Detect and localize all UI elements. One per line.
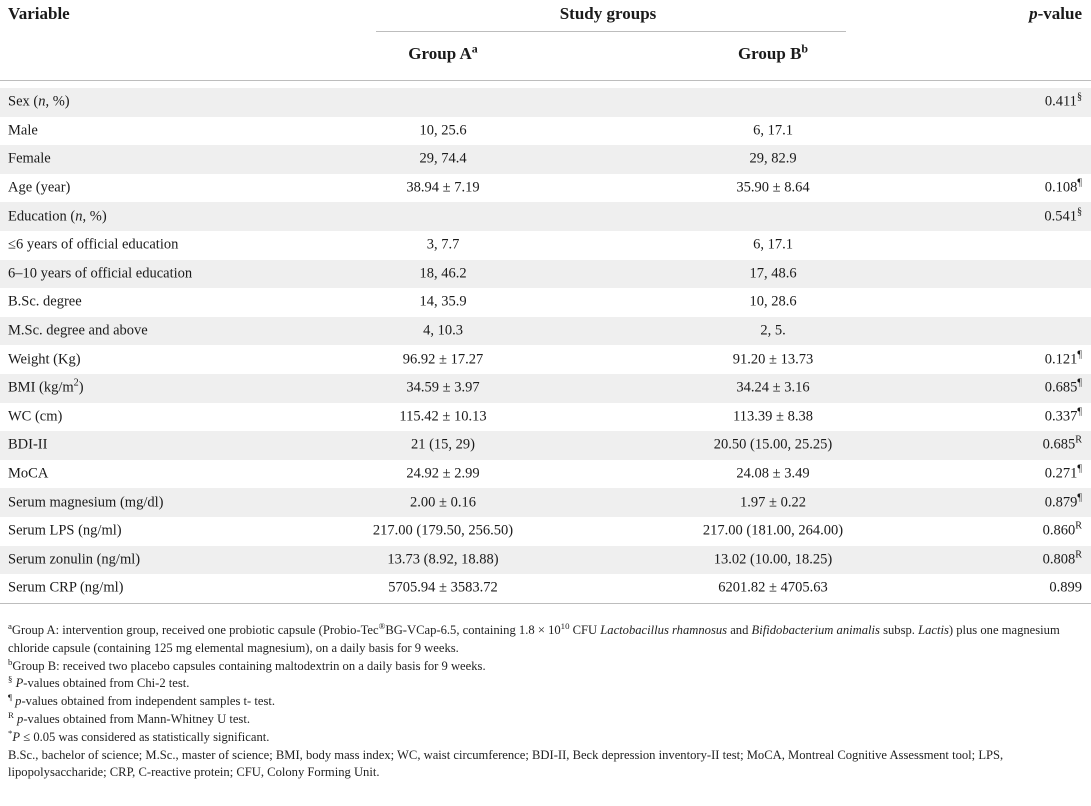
variable-cell	[8, 377, 84, 397]
pvalue-cell	[1045, 494, 1082, 511]
footnote-abbreviations: B.Sc., bachelor of science; M.Sc., master of science; BMI, body mass index; WC, waist circumference; BDI-II, Beck depression inventory-II test; MoCA, Montreal Cognitive Assessment tool; LPS, lipopolysaccharide; CRP, C-reactive protein; CFU, Colony Forming Unit.	[8, 747, 1004, 780]
variable-text: B.Sc. degree	[8, 293, 82, 310]
variable-text: ≤6 years of official education	[8, 236, 179, 253]
pvalue-cell	[1044, 91, 1082, 111]
table-row	[0, 403, 1091, 432]
variable-cell	[8, 437, 47, 454]
variable-italic: n	[75, 208, 83, 225]
pvalue-cell	[1043, 551, 1082, 568]
group-a-value: 38.94 ± 7.19	[406, 179, 480, 196]
header-pvalue: p-value	[1029, 4, 1082, 23]
pvalue-text: 0.411	[1044, 93, 1077, 110]
header-divider	[0, 80, 1091, 81]
variable-cell	[8, 323, 148, 340]
pvalue-cell	[1044, 177, 1082, 197]
table-row	[0, 574, 1091, 603]
table-row	[0, 488, 1091, 517]
group-b-value: 29, 82.9	[749, 150, 797, 167]
footnotes	[8, 622, 1086, 782]
table-row	[0, 231, 1091, 260]
variable-cell	[8, 294, 82, 311]
group-b-value: 10, 28.6	[749, 293, 797, 310]
variable-suffix: )	[78, 379, 84, 396]
variable-cell	[8, 351, 81, 368]
group-a-value: 4, 10.3	[423, 322, 463, 339]
group-b-value: 17, 48.6	[749, 265, 797, 282]
variable-text: Age (year)	[8, 179, 71, 196]
table-row	[0, 260, 1091, 289]
variable-text: 6–10 years of official education	[8, 265, 193, 282]
pvalue-text: 0.108	[1044, 179, 1078, 196]
pvalue-test-mark: ¶	[1077, 492, 1082, 504]
pvalue-cell	[1049, 580, 1082, 597]
variable-text: Serum LPS (ng/ml)	[8, 522, 122, 539]
footnote-ttest: ¶ p-values obtained from independent samples t- test.	[8, 692, 276, 709]
variable-cell	[8, 208, 107, 225]
table-row	[0, 117, 1091, 146]
variable-text: Sex (	[8, 93, 39, 110]
pvalue-text: 0.879	[1044, 494, 1078, 511]
header-study-groups: Study groups	[559, 4, 657, 23]
footnote-chi2: § P-values obtained from Chi-2 test.	[8, 674, 190, 691]
group-b-value: 217.00 (181.00, 264.00)	[702, 522, 844, 539]
group-a-value: 96.92 ± 17.27	[402, 351, 484, 368]
variable-cell	[8, 122, 38, 139]
pvalue-text: 0.685	[1042, 436, 1076, 453]
pvalue-text: 0.808	[1042, 551, 1076, 568]
pvalue-cell	[1044, 463, 1082, 483]
pvalue-cell	[1044, 208, 1082, 225]
pvalue-text: 0.121	[1044, 351, 1078, 368]
header-group-a: Group $A^a$	[408, 41, 478, 63]
variable-suffix: , %)	[82, 208, 107, 225]
table-row	[0, 431, 1091, 460]
footnote-a: $^a$Group A: intervention group, received one probiotic capsule (Probio-Tec®BG-VCap-6.5, containing $1.8 \times 10^{10}$ CFU Lactobacillus rhamnosus and Bifidobacterium animalis subsp. Lactis) plus one magnesium chloride capsule (containing 125 mg elemental magnesium), on a daily basis for 9 weeks.	[8, 620, 1060, 655]
variable-italic: n	[38, 93, 46, 110]
group-b-value: 6201.82 ± 4705.63	[718, 579, 828, 596]
pvalue-test-mark: ¶	[1077, 406, 1082, 418]
group-b-value: 91.20 ± 13.73	[732, 351, 814, 368]
group-a-value: 5705.94 ± 3583.72	[388, 579, 498, 596]
table-row	[0, 374, 1091, 403]
group-a-value: 10, 25.6	[419, 122, 467, 139]
header-group-b: Group $B^b$	[737, 41, 809, 63]
variable-text: WC (cm)	[8, 408, 63, 425]
pvalue-test-mark: R	[1075, 549, 1082, 561]
variable-text: Serum magnesium (mg/dl)	[8, 494, 164, 511]
group-a-value: 29, 74.4	[419, 150, 467, 167]
table-row	[0, 460, 1091, 489]
variable-text: M.Sc. degree and above	[8, 322, 148, 339]
table-bottom-rule	[0, 603, 1091, 604]
group-a-value: 217.00 (179.50, 256.50)	[372, 522, 514, 539]
table-row	[0, 88, 1091, 117]
variable-cell	[8, 551, 140, 568]
group-a-value: 3, 7.7	[426, 236, 460, 253]
group-a-value: 24.92 ± 2.99	[406, 465, 480, 482]
header-variable: Variable	[8, 4, 70, 23]
group-b-value: 34.24 ± 3.16	[736, 379, 810, 396]
group-a-value: 13.73 (8.92, 18.88)	[387, 551, 499, 568]
variable-text: BMI (kg/m	[8, 379, 74, 396]
footnote-significance: *P ≤ 0.05 was considered as statistically significant.	[8, 727, 270, 744]
table-row	[0, 202, 1091, 231]
variable-text: BDI-II	[8, 436, 48, 453]
variable-cell	[8, 180, 70, 197]
group-b-value: 1.97 ± 0.22	[740, 494, 806, 511]
pvalue-cell	[1042, 520, 1082, 540]
pvalue-test-mark: §	[1076, 206, 1082, 218]
footnote-mannwhitney: $^R$ p-values obtained from Mann-Whitney U test.	[8, 709, 250, 726]
pvalue-text: 0.899	[1049, 579, 1082, 596]
variable-text: Education (	[8, 208, 76, 225]
table-row	[0, 546, 1091, 575]
pvalue-test-mark: ¶	[1077, 377, 1082, 389]
pvalue-cell	[1044, 377, 1082, 397]
group-b-value: 113.39 ± 8.38	[733, 408, 813, 425]
variable-text: Serum zonulin (ng/ml)	[8, 551, 141, 568]
variable-text: MoCA	[8, 465, 49, 482]
variable-cell	[8, 408, 62, 425]
variable-cell	[8, 94, 70, 111]
group-a-value: 34.59 ± 3.97	[406, 379, 480, 396]
group-a-value: 14, 35.9	[419, 293, 467, 310]
variable-cell	[8, 237, 178, 254]
table-row	[0, 317, 1091, 346]
variable-text: Weight (Kg)	[8, 351, 81, 368]
group-b-value: 20.50 (15.00, 25.25)	[713, 436, 833, 453]
pvalue-text: 0.685	[1044, 379, 1078, 396]
variable-superscript: 2	[73, 377, 79, 389]
variable-text: Female	[8, 150, 51, 167]
group-a-value: 18, 46.2	[419, 265, 467, 282]
table-row	[0, 174, 1091, 203]
table-row	[0, 145, 1091, 174]
footnote-b: $^b$Group B: received two placebo capsules containing maltodextrin on a daily basis for 9 weeks.	[8, 656, 486, 673]
group-b-value: 2, 5.	[760, 322, 786, 339]
pvalue-text: 0.541	[1044, 208, 1077, 225]
pvalue-test-mark: §	[1076, 91, 1082, 103]
pvalue-text: 0.271	[1044, 465, 1078, 482]
variable-cell	[8, 265, 192, 282]
variable-cell	[8, 580, 123, 597]
group-b-value: 6, 17.1	[753, 236, 793, 253]
pvalue-cell	[1043, 437, 1082, 454]
pvalue-cell	[1045, 351, 1082, 368]
group-a-value: 115.42 ± 10.13	[399, 408, 487, 425]
group-a-value: 2.00 ± 0.16	[410, 494, 476, 511]
variable-suffix: , %)	[45, 93, 70, 110]
variable-cell	[8, 494, 163, 511]
pvalue-test-mark: R	[1075, 520, 1082, 532]
table-row	[0, 345, 1091, 374]
pvalue-cell	[1045, 408, 1082, 425]
pvalue-text: 0.337	[1044, 408, 1078, 425]
pvalue-test-mark: ¶	[1077, 349, 1082, 361]
group-b-value: 35.90 ± 8.64	[736, 179, 810, 196]
pvalue-test-mark: ¶	[1077, 177, 1082, 189]
variable-cell	[8, 151, 51, 168]
group-a-value: 21 (15, 29)	[410, 436, 476, 453]
group-b-value: 24.08 ± 3.49	[736, 465, 810, 482]
group-b-value: 6, 17.1	[753, 122, 793, 139]
variable-text: Serum CRP (ng/ml)	[8, 579, 124, 596]
table-row	[0, 288, 1091, 317]
pvalue-test-mark: ¶	[1077, 463, 1082, 475]
variable-text: Male	[8, 122, 38, 139]
table-row	[0, 517, 1091, 546]
header-divider-study-groups	[376, 31, 846, 32]
group-b-value: 13.02 (10.00, 18.25)	[713, 551, 833, 568]
variable-cell	[8, 523, 122, 540]
pvalue-text: 0.860	[1042, 522, 1076, 539]
pvalue-test-mark: R	[1075, 435, 1082, 447]
variable-cell	[8, 466, 48, 483]
